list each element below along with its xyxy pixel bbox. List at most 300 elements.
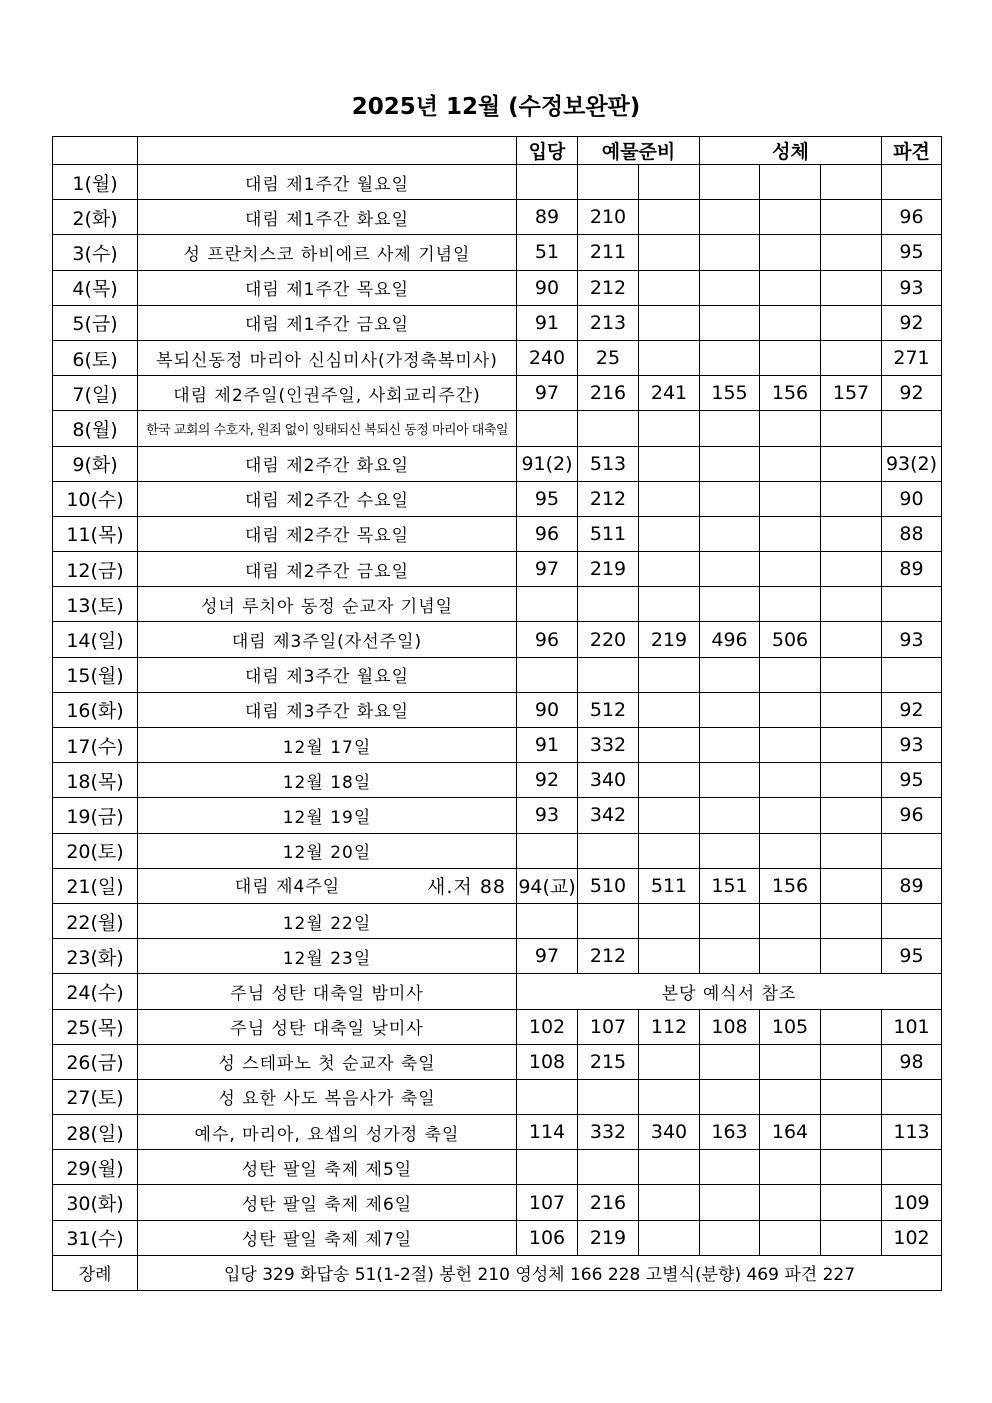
header-yemul: 예물준비 — [578, 137, 700, 165]
liturgy-name — [138, 200, 517, 235]
number-cell — [882, 903, 942, 938]
liturgy-name-text: 대림 제2주간 금요일 — [245, 561, 409, 582]
hymn-note: 새.저 88 — [427, 876, 506, 899]
number-cell — [760, 552, 821, 587]
number-cell — [639, 763, 700, 798]
table-row — [53, 1185, 942, 1220]
number-cell: 92 — [517, 763, 578, 798]
liturgy-name-text: 대림 제2주간 화요일 — [245, 456, 409, 477]
day-cell: 3(수) — [53, 235, 138, 270]
number-cell — [700, 446, 760, 481]
liturgy-name — [138, 516, 517, 551]
liturgy-name-text: 성탄 팔일 축제 제7일 — [241, 1230, 413, 1251]
number-cell — [760, 340, 821, 375]
number-cell — [517, 411, 578, 446]
number-cell: 496 — [700, 622, 760, 657]
liturgy-name-text: 12월 20일 — [282, 843, 372, 864]
number-cell: 511 — [639, 868, 700, 903]
number-cell: 92 — [882, 376, 942, 411]
number-cell: 91(2) — [517, 446, 578, 481]
number-cell: 211 — [578, 235, 639, 270]
number-cell — [700, 1220, 760, 1255]
table-row — [53, 1044, 942, 1079]
number-cell: 340 — [578, 763, 639, 798]
number-cell: 91 — [517, 728, 578, 763]
number-cell — [821, 446, 882, 481]
number-cell — [760, 270, 821, 305]
liturgy-name — [138, 974, 517, 1009]
liturgy-name-text: 성탄 팔일 축제 제5일 — [241, 1159, 413, 1180]
number-cell: 91 — [517, 305, 578, 340]
number-cell — [639, 1220, 700, 1255]
header-day — [53, 137, 138, 165]
number-cell — [882, 1079, 942, 1114]
number-cell — [760, 1185, 821, 1220]
number-cell: 114 — [517, 1115, 578, 1150]
number-cell — [700, 798, 760, 833]
number-cell: 332 — [578, 1115, 639, 1150]
number-cell — [760, 481, 821, 516]
number-cell — [760, 165, 821, 200]
day-cell: 25(목) — [53, 1009, 138, 1044]
day-cell: 20(토) — [53, 833, 138, 868]
number-cell — [639, 1150, 700, 1185]
liturgy-name — [138, 692, 517, 727]
number-cell: 90 — [517, 270, 578, 305]
liturgy-name — [138, 1044, 517, 1079]
table-row — [53, 165, 942, 200]
liturgy-name — [138, 446, 517, 481]
number-cell — [821, 692, 882, 727]
table-row — [53, 763, 942, 798]
liturgy-name-text: 성 요한 사도 복음사가 축일 — [218, 1089, 436, 1110]
number-cell: 216 — [578, 1185, 639, 1220]
number-cell — [700, 270, 760, 305]
liturgy-name-text: 대림 제3주간 화요일 — [245, 702, 409, 723]
number-cell — [578, 1150, 639, 1185]
liturgy-name — [138, 1115, 517, 1150]
liturgy-name-text: 주님 성탄 대축일 밤미사 — [230, 983, 424, 1004]
number-cell — [760, 1220, 821, 1255]
number-cell — [639, 200, 700, 235]
liturgy-name-text: 성 프란치스코 하비에르 사제 기념일 — [183, 244, 471, 265]
table-row — [53, 587, 942, 622]
table-row — [53, 200, 942, 235]
number-cell — [700, 939, 760, 974]
liturgy-name-text: 한국 교회의 수호자, 원죄 없이 잉태되신 복되신 동정 마리아 대축일 — [146, 422, 508, 438]
number-cell — [760, 903, 821, 938]
number-cell: 513 — [578, 446, 639, 481]
number-cell: 107 — [517, 1185, 578, 1220]
number-cell — [639, 798, 700, 833]
number-cell: 93 — [517, 798, 578, 833]
number-cell: 51 — [517, 235, 578, 270]
number-cell — [760, 833, 821, 868]
number-cell — [639, 728, 700, 763]
number-cell — [700, 833, 760, 868]
liturgy-name-text: 대림 제1주간 금요일 — [245, 315, 409, 336]
day-cell: 13(토) — [53, 587, 138, 622]
day-cell: 27(토) — [53, 1079, 138, 1114]
liturgy-name — [138, 1185, 517, 1220]
number-cell — [821, 833, 882, 868]
number-cell: 109 — [882, 1185, 942, 1220]
day-cell: 6(토) — [53, 340, 138, 375]
day-cell: 26(금) — [53, 1044, 138, 1079]
number-cell — [639, 270, 700, 305]
day-cell: 22(월) — [53, 903, 138, 938]
number-cell — [882, 657, 942, 692]
number-cell — [760, 516, 821, 551]
page-title: 2025년 12월 (수정보완판) — [351, 94, 641, 120]
day-cell: 16(화) — [53, 692, 138, 727]
number-cell — [639, 481, 700, 516]
number-cell: 89 — [517, 200, 578, 235]
day-cell: 24(수) — [53, 974, 138, 1009]
number-cell — [821, 622, 882, 657]
day-cell: 28(일) — [53, 1115, 138, 1150]
number-cell: 90 — [882, 481, 942, 516]
number-cell — [821, 516, 882, 551]
number-cell — [700, 728, 760, 763]
number-cell — [760, 1044, 821, 1079]
number-cell: 25 — [578, 340, 639, 375]
number-cell: 96 — [882, 200, 942, 235]
number-cell — [639, 516, 700, 551]
number-cell — [700, 1185, 760, 1220]
number-cell: 102 — [517, 1009, 578, 1044]
number-cell — [578, 411, 639, 446]
number-cell — [821, 1220, 882, 1255]
table-row — [53, 657, 942, 692]
number-cell: 93(2) — [882, 446, 942, 481]
number-cell — [760, 939, 821, 974]
footer-label: 장례 — [53, 1255, 138, 1290]
number-cell — [700, 1044, 760, 1079]
number-cell: 97 — [517, 376, 578, 411]
liturgy-name-text: 12월 18일 — [282, 772, 372, 793]
day-cell: 1(월) — [53, 165, 138, 200]
table-row — [53, 340, 942, 375]
number-cell: 510 — [578, 868, 639, 903]
day-cell: 19(금) — [53, 798, 138, 833]
table-row — [53, 446, 942, 481]
number-cell — [821, 235, 882, 270]
number-cell: 240 — [517, 340, 578, 375]
number-cell — [517, 1079, 578, 1114]
number-cell — [639, 1185, 700, 1220]
number-cell: 90 — [517, 692, 578, 727]
number-cell: 155 — [700, 376, 760, 411]
table-row — [53, 270, 942, 305]
day-cell: 10(수) — [53, 481, 138, 516]
liturgy-name — [138, 1009, 517, 1044]
table-row — [53, 903, 942, 938]
liturgy-name — [138, 622, 517, 657]
day-cell: 7(일) — [53, 376, 138, 411]
number-cell: 107 — [578, 1009, 639, 1044]
number-cell — [760, 446, 821, 481]
number-cell — [821, 587, 882, 622]
number-cell — [882, 587, 942, 622]
table-row — [53, 481, 942, 516]
day-cell: 8(월) — [53, 411, 138, 446]
number-cell — [639, 165, 700, 200]
liturgy-name — [138, 1079, 517, 1114]
number-cell — [578, 165, 639, 200]
liturgy-name — [138, 587, 517, 622]
merged-note: 본당 예식서 참조 — [517, 974, 942, 1009]
liturgy-name-text: 성녀 루치아 동정 순교자 기념일 — [200, 596, 454, 617]
number-cell: 92 — [882, 305, 942, 340]
liturgy-name-text: 대림 제1주간 화요일 — [245, 209, 409, 230]
liturgy-name — [138, 868, 517, 903]
number-cell: 105 — [760, 1009, 821, 1044]
header-seongche: 성체 — [700, 137, 882, 165]
liturgy-name-text: 예수, 마리아, 요셉의 성가정 축일 — [194, 1124, 460, 1145]
number-cell — [639, 411, 700, 446]
number-cell — [639, 692, 700, 727]
day-cell: 29(월) — [53, 1150, 138, 1185]
number-cell — [700, 235, 760, 270]
table-row — [53, 1150, 942, 1185]
number-cell — [821, 1115, 882, 1150]
liturgy-name — [138, 305, 517, 340]
number-cell: 113 — [882, 1115, 942, 1150]
number-cell — [882, 833, 942, 868]
number-cell: 89 — [882, 868, 942, 903]
number-cell: 112 — [639, 1009, 700, 1044]
liturgy-name-text: 대림 제1주간 월요일 — [245, 174, 409, 195]
number-cell: 212 — [578, 939, 639, 974]
number-cell — [639, 1079, 700, 1114]
table-row — [53, 939, 942, 974]
number-cell — [700, 1079, 760, 1114]
number-cell — [821, 270, 882, 305]
number-cell: 95 — [882, 235, 942, 270]
number-cell — [517, 903, 578, 938]
day-cell: 5(금) — [53, 305, 138, 340]
liturgy-name-text: 성탄 팔일 축제 제6일 — [241, 1195, 413, 1216]
liturgy-name-text: 12월 23일 — [282, 948, 372, 969]
liturgy-name — [138, 340, 517, 375]
table-row — [53, 1009, 942, 1044]
liturgy-name-text: 12월 17일 — [282, 737, 372, 758]
table-row — [53, 1115, 942, 1150]
number-cell — [517, 657, 578, 692]
liturgy-name — [138, 657, 517, 692]
header-name — [138, 137, 517, 165]
number-cell — [639, 657, 700, 692]
number-cell — [700, 1150, 760, 1185]
number-cell: 512 — [578, 692, 639, 727]
table-row — [53, 728, 942, 763]
number-cell — [760, 763, 821, 798]
number-cell — [760, 798, 821, 833]
liturgy-name — [138, 1150, 517, 1185]
table-row — [53, 376, 942, 411]
number-cell: 93 — [882, 270, 942, 305]
liturgy-name — [138, 903, 517, 938]
number-cell — [578, 587, 639, 622]
number-cell: 506 — [760, 622, 821, 657]
number-cell: 220 — [578, 622, 639, 657]
number-cell: 157 — [821, 376, 882, 411]
liturgy-name — [138, 411, 517, 446]
number-cell: 212 — [578, 481, 639, 516]
number-cell: 156 — [760, 376, 821, 411]
header-row — [53, 137, 942, 165]
number-cell — [578, 657, 639, 692]
number-cell — [517, 833, 578, 868]
number-cell: 215 — [578, 1044, 639, 1079]
table-row — [53, 411, 942, 446]
number-cell — [821, 903, 882, 938]
number-cell: 92 — [882, 692, 942, 727]
number-cell — [760, 305, 821, 340]
liturgy-name — [138, 1220, 517, 1255]
number-cell: 151 — [700, 868, 760, 903]
number-cell — [639, 305, 700, 340]
number-cell: 219 — [578, 1220, 639, 1255]
table-row — [53, 798, 942, 833]
number-cell — [821, 340, 882, 375]
number-cell — [700, 165, 760, 200]
number-cell — [517, 587, 578, 622]
liturgy-name-text: 대림 제2주간 수요일 — [245, 491, 409, 512]
day-cell: 15(월) — [53, 657, 138, 692]
number-cell: 96 — [882, 798, 942, 833]
number-cell — [700, 692, 760, 727]
number-cell — [760, 235, 821, 270]
number-cell — [821, 657, 882, 692]
number-cell — [578, 903, 639, 938]
number-cell — [639, 939, 700, 974]
day-cell: 18(목) — [53, 763, 138, 798]
liturgy-name — [138, 235, 517, 270]
day-cell: 31(수) — [53, 1220, 138, 1255]
number-cell — [639, 235, 700, 270]
number-cell — [517, 165, 578, 200]
number-cell — [882, 1150, 942, 1185]
number-cell: 219 — [639, 622, 700, 657]
liturgy-name — [138, 165, 517, 200]
number-cell — [700, 763, 760, 798]
day-cell: 11(목) — [53, 516, 138, 551]
number-cell: 210 — [578, 200, 639, 235]
number-cell — [882, 165, 942, 200]
number-cell — [821, 411, 882, 446]
number-cell — [700, 200, 760, 235]
number-cell: 271 — [882, 340, 942, 375]
liturgy-name-text: 주님 성탄 대축일 낮미사 — [230, 1019, 424, 1040]
number-cell: 216 — [578, 376, 639, 411]
number-cell — [700, 411, 760, 446]
number-cell: 96 — [517, 516, 578, 551]
number-cell: 511 — [578, 516, 639, 551]
number-cell: 164 — [760, 1115, 821, 1150]
liturgy-name-text: 12월 22일 — [282, 913, 372, 934]
number-cell — [760, 1150, 821, 1185]
number-cell — [821, 1044, 882, 1079]
table-row — [53, 1220, 942, 1255]
number-cell — [821, 1079, 882, 1114]
liturgy-name-text: 대림 제2주일(인권주일, 사회교리주간) — [173, 385, 481, 406]
number-cell — [821, 481, 882, 516]
number-cell: 95 — [517, 481, 578, 516]
liturgy-name — [138, 481, 517, 516]
number-cell: 102 — [882, 1220, 942, 1255]
number-cell — [760, 587, 821, 622]
day-cell: 14(일) — [53, 622, 138, 657]
number-cell — [700, 516, 760, 551]
number-cell — [760, 200, 821, 235]
footer-row — [53, 1255, 942, 1290]
table-row — [53, 833, 942, 868]
number-cell — [821, 763, 882, 798]
number-cell — [700, 340, 760, 375]
number-cell: 94(교) — [517, 868, 578, 903]
number-cell — [760, 692, 821, 727]
number-cell — [821, 1009, 882, 1044]
number-cell — [821, 552, 882, 587]
number-cell — [700, 903, 760, 938]
liturgy-name-text: 복되신동정 마리아 신심미사(가정축복미사) — [156, 350, 498, 371]
table-row — [53, 692, 942, 727]
liturgy-name — [138, 939, 517, 974]
number-cell: 93 — [882, 728, 942, 763]
number-cell: 97 — [517, 939, 578, 974]
number-cell: 101 — [882, 1009, 942, 1044]
table-row — [53, 305, 942, 340]
day-cell: 12(금) — [53, 552, 138, 587]
number-cell — [821, 200, 882, 235]
number-cell: 342 — [578, 798, 639, 833]
liturgy-name — [138, 552, 517, 587]
header-ipdang: 입당 — [517, 137, 578, 165]
number-cell — [700, 657, 760, 692]
number-cell: 96 — [517, 622, 578, 657]
footer-text: 입당 329 화답송 51(1-2절) 봉헌 210 영성체 166 228 고별식(분향) 469 파견 227 — [138, 1255, 942, 1290]
number-cell — [639, 903, 700, 938]
liturgy-name — [138, 728, 517, 763]
number-cell: 88 — [882, 516, 942, 551]
schedule-table — [52, 136, 942, 1291]
number-cell — [760, 1079, 821, 1114]
number-cell — [821, 868, 882, 903]
day-cell: 21(일) — [53, 868, 138, 903]
table-row — [53, 1079, 942, 1114]
number-cell — [821, 798, 882, 833]
header-pagyeon: 파견 — [882, 137, 942, 165]
liturgy-name-text: 성 스테파노 첫 순교자 축일 — [218, 1054, 436, 1075]
day-cell: 4(목) — [53, 270, 138, 305]
number-cell — [578, 833, 639, 868]
number-cell: 156 — [760, 868, 821, 903]
number-cell: 97 — [517, 552, 578, 587]
number-cell: 106 — [517, 1220, 578, 1255]
number-cell — [700, 305, 760, 340]
number-cell: 219 — [578, 552, 639, 587]
number-cell: 332 — [578, 728, 639, 763]
number-cell: 163 — [700, 1115, 760, 1150]
number-cell — [578, 1079, 639, 1114]
number-cell — [760, 728, 821, 763]
number-cell: 95 — [882, 939, 942, 974]
number-cell: 98 — [882, 1044, 942, 1079]
table-row — [53, 552, 942, 587]
number-cell — [760, 411, 821, 446]
